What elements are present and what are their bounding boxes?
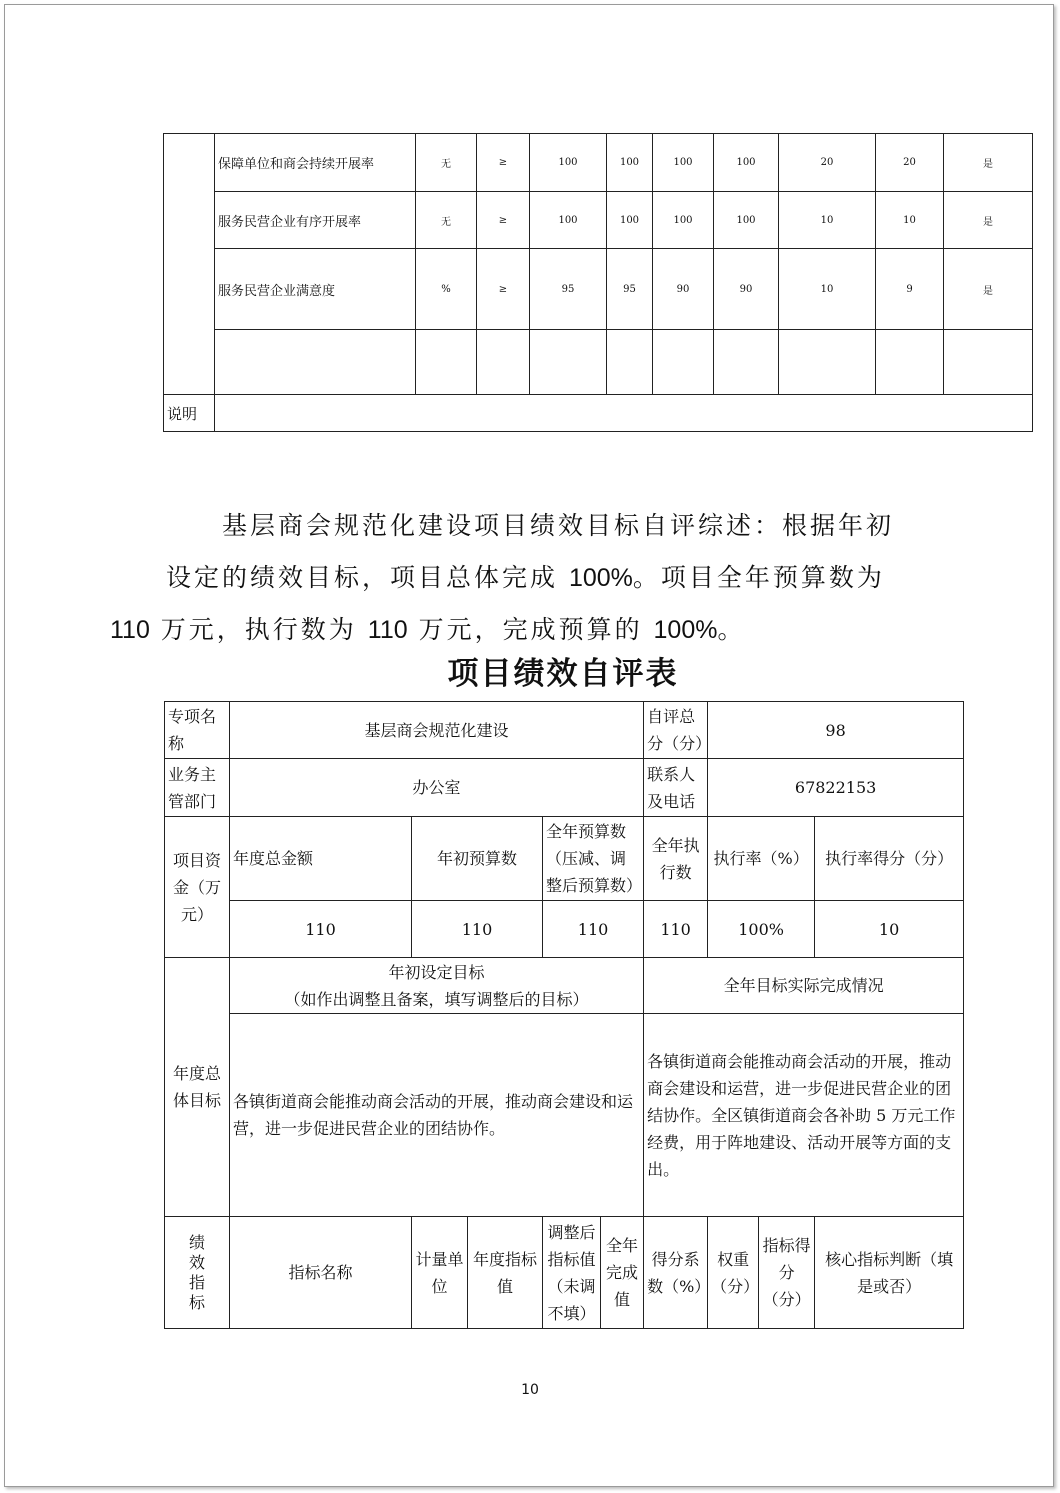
dept-value: 办公室 (230, 759, 644, 817)
unit-cell: % (416, 249, 477, 330)
funds-header-full-year-budget: 全年预算数（压减、调整后预算数） (543, 817, 644, 901)
table-row (164, 134, 1033, 192)
summary-number: 100% (568, 564, 633, 592)
value-cell: 20 (779, 134, 876, 192)
value-cell: 95 (530, 249, 607, 330)
value-cell: 95 (607, 249, 653, 330)
page-title: 项目绩效自评表 (447, 656, 679, 692)
summary-text: 。项目全年预算数为 (632, 563, 885, 592)
core-judge-cell: 是 (944, 134, 1033, 192)
perf-header-weight: 权重（分） (708, 1217, 759, 1329)
empty-cell (876, 330, 944, 395)
goal-header-right: 全年目标实际完成情况 (644, 958, 964, 1014)
value-cell: 10 (779, 249, 876, 330)
summary-number: 110 (367, 616, 408, 644)
indicator-name: 服务民营企业有序开展率 (215, 192, 416, 249)
perf-header-indicator-score: 指标得分（分） (759, 1217, 815, 1329)
value-cell: 100 (530, 192, 607, 249)
empty-cell (653, 330, 714, 395)
core-judge-cell: 是 (944, 192, 1033, 249)
project-name-label: 专项名称 (165, 702, 230, 759)
table-row (164, 249, 1033, 330)
empty-cell (944, 330, 1033, 395)
summary-text: 。 (717, 615, 746, 644)
page-number: 10 (521, 1382, 539, 1398)
perf-header-score-coef: 得分系数（%） (644, 1217, 708, 1329)
goal-left-text: 各镇街道商会能推动商会活动的开展，推动商会建设和运营，进一步促进民营企业的团结协作。 (230, 1014, 644, 1217)
core-judge-cell: 是 (944, 249, 1033, 330)
contact-label: 联系人及电话 (644, 759, 708, 817)
value-cell: 10 (876, 192, 944, 249)
empty-cell (477, 330, 530, 395)
value-cell: 20 (876, 134, 944, 192)
value-cell: 100 (607, 134, 653, 192)
initial-budget-value: 110 (412, 901, 543, 958)
value-cell: 100 (714, 192, 779, 249)
goal-header-left-note: （如作出调整且备案，填写调整后的目标） (284, 989, 589, 1009)
goal-header-row (165, 958, 964, 1014)
note-row (164, 395, 1033, 432)
indicator-name: 服务民营企业满意度 (215, 249, 416, 330)
value-cell: 90 (653, 249, 714, 330)
note-label: 说明 (164, 395, 215, 432)
empty-cell (416, 330, 477, 395)
summary-number: 110 (110, 616, 150, 644)
indicator-continuation-table (163, 133, 1033, 432)
summary-line-1: 基层商会规范化建设项目绩效目标自评综述：根据年初 (222, 511, 895, 540)
funds-header-exec-rate-score: 执行率得分（分） (815, 817, 964, 901)
empty-cell (779, 330, 876, 395)
perf-header-core-judge: 核心指标判断（填是或否） (815, 1217, 964, 1329)
operator-cell: ≥ (477, 192, 530, 249)
funds-header-full-year-exec: 全年执行数 (644, 817, 708, 901)
perf-header-adjusted-value: 调整后指标值（未调不填） (543, 1217, 601, 1329)
goal-content-row (165, 1014, 964, 1217)
empty-cell (714, 330, 779, 395)
unit-cell: 无 (416, 192, 477, 249)
goal-header-left (230, 958, 644, 1014)
perf-header-row (165, 1217, 964, 1329)
perf-header-indicator-name: 指标名称 (230, 1217, 412, 1329)
table-row (164, 192, 1033, 249)
full-year-exec-value: 110 (644, 901, 708, 958)
self-evaluation-table (164, 701, 964, 1329)
empty-cell (215, 330, 416, 395)
perf-header-unit: 计量单位 (412, 1217, 468, 1329)
summary-paragraph (110, 500, 896, 656)
self-score: 98 (708, 702, 964, 759)
value-cell: 90 (714, 249, 779, 330)
summary-number: 100% (653, 616, 718, 644)
exec-rate-score-value: 10 (815, 901, 964, 958)
summary-text: 万元，执行数为 (149, 615, 368, 644)
note-content (215, 395, 1033, 432)
table-row-empty (164, 330, 1033, 395)
funds-label: 项目资金（万元） (165, 817, 230, 958)
operator-cell: ≥ (477, 249, 530, 330)
funds-header-exec-rate: 执行率（%） (708, 817, 815, 901)
operator-cell: ≥ (477, 134, 530, 192)
perf-label-text: 绩效指标 (188, 1232, 205, 1312)
funds-header-row (165, 817, 964, 901)
value-cell: 100 (714, 134, 779, 192)
contact-value: 67822153 (708, 759, 964, 817)
exec-rate-value: 100% (708, 901, 815, 958)
funds-header-initial-budget: 年初预算数 (412, 817, 543, 901)
goal-label: 年度总体目标 (165, 958, 230, 1217)
summary-text: 设定的绩效目标，项目总体完成 (166, 563, 569, 592)
value-cell: 100 (530, 134, 607, 192)
indicator-name: 保障单位和商会持续开展率 (215, 134, 416, 192)
funds-values-row (165, 901, 964, 958)
empty-cell (607, 330, 653, 395)
summary-text: 万元，完成预算的 (407, 615, 654, 644)
perf-header-annual-value: 年度指标值 (468, 1217, 543, 1329)
value-cell: 100 (653, 134, 714, 192)
goal-header-left-title: 年初设定目标 (388, 962, 485, 982)
value-cell: 100 (607, 192, 653, 249)
value-cell: 10 (779, 192, 876, 249)
goal-right-text: 各镇街道商会能推动商会活动的开展，推动商会建设和运营，进一步促进民营企业的团结协作。全区镇街道商会各补助 5 万元工作经费，用于阵地建设、活动开展等方面的支出。 (644, 1014, 964, 1217)
dept-label: 业务主管部门 (165, 759, 230, 817)
perf-header-full-year-done: 全年完成值 (601, 1217, 644, 1329)
perf-label (165, 1217, 230, 1329)
full-year-budget-value: 110 (543, 901, 644, 958)
empty-cell (530, 330, 607, 395)
project-name: 基层商会规范化建设 (230, 702, 644, 759)
table-row (165, 759, 964, 817)
value-cell: 9 (876, 249, 944, 330)
merged-category-cell (164, 134, 215, 395)
unit-cell: 无 (416, 134, 477, 192)
value-cell: 100 (653, 192, 714, 249)
self-score-label: 自评总分（分） (644, 702, 708, 759)
annual-total-value: 110 (230, 901, 412, 958)
table-row (165, 702, 964, 759)
funds-header-annual-total: 年度总金额 (230, 817, 412, 901)
